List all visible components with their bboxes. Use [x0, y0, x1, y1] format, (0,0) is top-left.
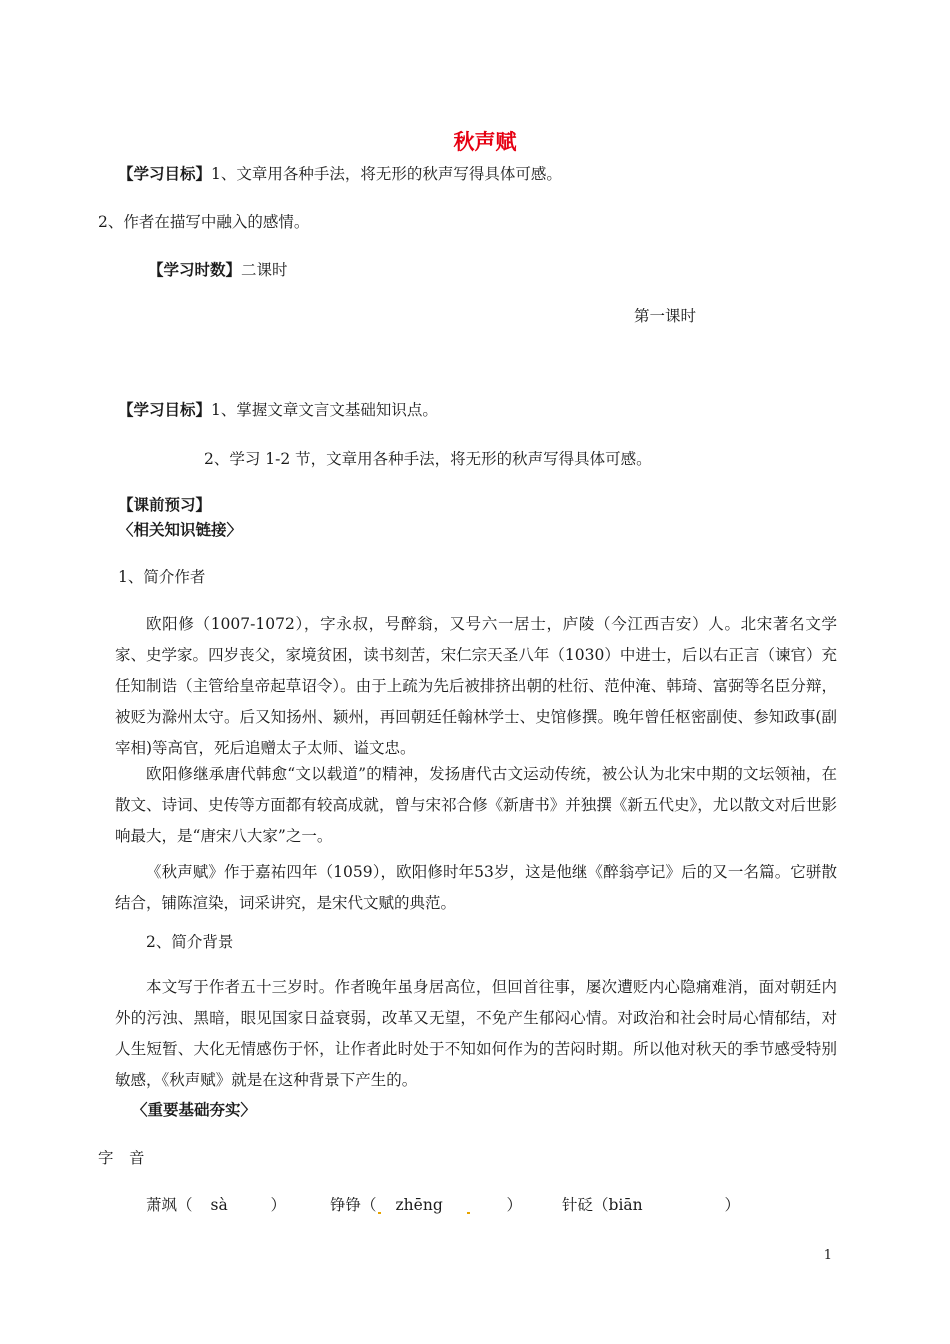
- goals-label: 【学习目标】: [118, 164, 212, 183]
- close-paren: ）: [270, 1196, 287, 1214]
- pronunciation-item-1: [146, 1195, 286, 1215]
- goals-line-1: [118, 164, 562, 184]
- author-paragraph-2: 欧阳修继承唐代韩愈“文以载道”的精神，发扬唐代古文运动传统，被公认为北宋中期的文坛领袖，在散文、诗词、史传等方面都有较高成就，曾与宋祁合修《新唐书》并独撰《新五代史》，尤以散文对后世影响最大，是“唐宋八大家”之一。: [115, 765, 837, 845]
- pronunciation-label: 字 音: [98, 1149, 145, 1167]
- close-paren: ）: [724, 1196, 741, 1214]
- pinyin: sà: [210, 1196, 228, 1214]
- hours-value: 二课时: [241, 261, 288, 279]
- pronunciation-item-3: [562, 1195, 740, 1215]
- pronunciation-item-2: [330, 1195, 522, 1215]
- goal2-item-2: 2、学习 1-2 节，文章用各种手法，将无形的秋声写得具体可感。: [204, 450, 652, 468]
- word: 铮铮（: [330, 1196, 377, 1214]
- background-heading: 2、简介背景: [146, 933, 234, 951]
- goal-item-2: 2、作者在描写中融入的感情。: [98, 213, 310, 231]
- author-heading: 1、简介作者: [118, 568, 206, 586]
- lesson-label: 第一课时: [634, 307, 697, 325]
- knowledge-link-label: 〈相关知识链接〉: [118, 520, 243, 539]
- goal2-item-1: 1、掌握文章文言文基础知识点。: [211, 401, 438, 419]
- author-paragraph-3: 《秋声赋》作于嘉祐四年（1059），欧阳修时年53岁，这是他继《醉翁亭记》后的又一名篇。它骈散结合，铺陈渲染，词采讲究，是宋代文赋的典范。: [115, 863, 837, 912]
- preview-label: 【课前预习】: [118, 495, 212, 514]
- background-paragraph: 本文写于作者五十三岁时。作者晚年虽身居高位，但回首往事，屡次遭贬内心隐痛难消，面对朝廷内外的污浊、黑暗，眼见国家日益衰弱，改革又无望，不免产生郁闷心情。对政治和社会时局心情郁结，对人生短暂、大化无情感伤于怀，让作者此时处于不知如何作为的苦闷时期。所以他对秋天的季节感受特别敏感，《秋声赋》就是在这种背景下产生的。: [115, 978, 837, 1089]
- close-paren: ）: [506, 1196, 523, 1214]
- goals2-label: 【学习目标】: [118, 400, 212, 419]
- document-title: 秋声赋: [453, 129, 517, 154]
- hours-line: [148, 260, 288, 280]
- goals2-line-1: [118, 400, 438, 420]
- goal-item-1: 1、文章用各种手法，将无形的秋声写得具体可感。: [211, 165, 562, 183]
- hours-label: 【学习时数】: [148, 260, 242, 279]
- word: 萧飒（: [146, 1196, 193, 1214]
- pinyin: zhēng: [395, 1196, 443, 1214]
- author-paragraph-1: 欧阳修（1007-1072），字永叔，号醉翁，又号六一居士，庐陵（今江西吉安）人。北宋著名文学家、史学家。四岁丧父，家境贫困，读书刻苦，宋仁宗天圣八年（1030）中进士，后以右正言（谏官）充任知制诰（主管给皇帝起草诏令）。由于上疏为先后被排挤出朝的杜衍、范仲淹、韩琦、富弼等名臣分辩，被贬为滁州太守。后又知扬州、颍州，再回朝廷任翰林学士、史馆修撰。晚年曾任枢密副使、参知政事(副宰相)等高官，死后追赠太子太师、谥文忠。: [115, 615, 837, 757]
- blank-mark: [467, 1212, 470, 1214]
- page-number: 1: [823, 1248, 832, 1263]
- pinyin: biān: [608, 1196, 643, 1214]
- blank-mark: [378, 1212, 381, 1214]
- word: 针砭（: [562, 1196, 609, 1214]
- basics-label: 〈重要基础夯实〉: [132, 1100, 257, 1119]
